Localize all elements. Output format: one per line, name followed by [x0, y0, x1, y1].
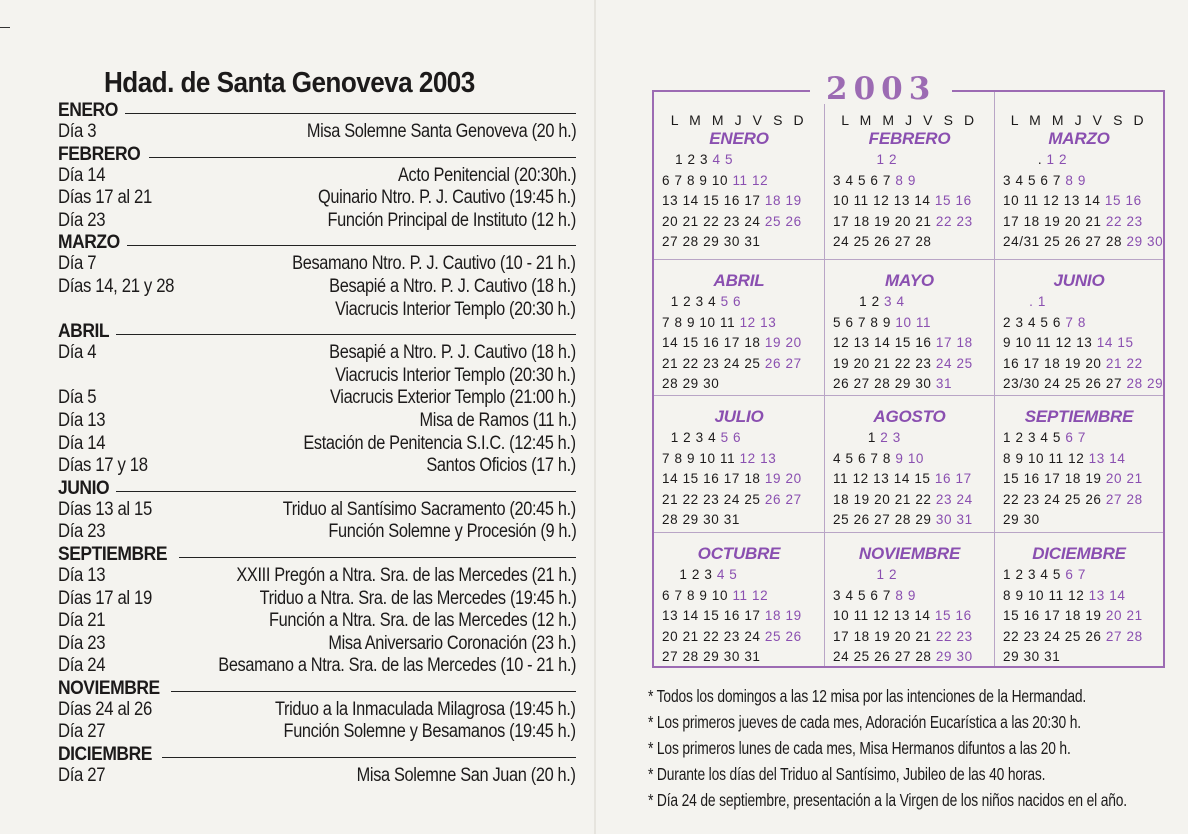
- calendar-month-title: FEBRERO: [868, 129, 951, 148]
- event-date: Día 5: [58, 387, 97, 409]
- calendar-week: 1 2 3 4 5: [675, 152, 734, 167]
- calendar-week: 16 17 18 19 20 21 22: [1003, 355, 1143, 371]
- calendar-month-title: JULIO: [714, 407, 764, 426]
- calendar-month-title: OCTUBRE: [697, 544, 781, 563]
- event-month-name: ABRIL: [58, 321, 110, 343]
- event-text: Viacrucis Interior Templo (20:30 h.): [335, 298, 576, 320]
- calendar-week: 27 28 29 30 31: [662, 234, 761, 249]
- calendar-week: . 1 2: [1037, 152, 1068, 167]
- events-list: [58, 100, 576, 788]
- event-text: Misa Solemne Santa Genoveva (20 h.): [306, 121, 576, 142]
- event-month-name: FEBRERO: [58, 143, 141, 165]
- event-text: Función Solemne y Procesión (9 h.): [327, 521, 576, 543]
- calendar-grid: [652, 90, 1165, 668]
- calendar-week: 1 2: [876, 567, 898, 582]
- calendar-week: 7 8 9 10 11 12 13: [662, 314, 777, 330]
- calendar-week: 2 3 4 5 6 7 8: [1003, 314, 1086, 330]
- calendar-week: 19 20 21 22 23 24 25: [833, 355, 973, 371]
- event-date: Día 7: [58, 253, 97, 275]
- calendar-week: 5 6 7 8 9 10 11: [833, 314, 932, 330]
- note-line: * Los primeros jueves de cada mes, Adoración Eucarística a las 20:30 h.: [648, 712, 1081, 732]
- events-title: Hdad. de Santa Genoveva 2003: [104, 67, 475, 99]
- month-rule: [116, 491, 576, 492]
- event-row: [58, 387, 576, 410]
- event-month-name: JUNIO: [58, 477, 110, 499]
- event-row: [58, 610, 576, 633]
- calendar-month-mayo: [825, 260, 995, 396]
- calendar-week: 20 21 22 23 24 25 26: [662, 213, 802, 229]
- calendar-month-julio: [654, 396, 825, 533]
- event-text: Viacrucis Exterior Templo (21:00 h.): [330, 387, 576, 409]
- event-row: [58, 410, 576, 433]
- event-text: Acto Penitencial (20:30h.): [397, 164, 576, 186]
- calendar-month-title: MARZO: [1048, 129, 1110, 148]
- calendar-week: 26 27 28 29 30 31: [833, 376, 953, 391]
- month-rule: [125, 113, 576, 114]
- calendar-month-title: MAYO: [885, 271, 934, 290]
- event-row: [58, 433, 576, 456]
- calendar-week: 21 22 23 24 25 26 27: [662, 355, 802, 371]
- event-date: Días 13 al 15: [58, 498, 152, 520]
- calendar-week: 1 2 3 4: [859, 294, 905, 309]
- calendar-month-abril: [654, 260, 825, 396]
- event-row: [58, 499, 576, 522]
- calendar-week: 1 2: [876, 152, 898, 167]
- note-line: * Todos los domingos a las 12 misa por las intenciones de la Hermandad.: [648, 686, 1087, 706]
- event-month-header: [58, 744, 576, 765]
- month-rule: [149, 157, 576, 158]
- event-row: [58, 455, 576, 478]
- calendar-week: 12 13 14 15 16 17 18: [833, 335, 973, 350]
- calendar-week: 10 11 12 13 14 15 16: [833, 193, 972, 208]
- calendar-week: 1 2 3 4 5 6: [670, 294, 742, 309]
- calendar-week: 18 19 20 21 22 23 24: [833, 491, 973, 507]
- calendar-week: 29 30: [1003, 512, 1040, 527]
- calendar-week: 24 25 26 27 28: [833, 234, 932, 249]
- calendar-month-febrero: [825, 92, 995, 260]
- calendar-week: 3 4 5 6 7 8 9: [833, 587, 916, 603]
- calendar-week: 21 22 23 24 25 26 27: [662, 491, 802, 507]
- calendar-week: 27 28 29 30 31: [662, 649, 761, 664]
- event-date: Día 23: [58, 209, 106, 231]
- event-month-name: SEPTIEMBRE: [58, 543, 168, 565]
- event-text: Triduo a la Inmaculada Milagrosa (19:45 h.): [275, 698, 576, 720]
- calendar-week: 3 4 5 6 7 8 9: [833, 172, 916, 188]
- calendar-week: 22 23 24 25 26 27 28: [1003, 491, 1143, 507]
- calendar-month-agosto: [825, 396, 995, 533]
- event-month-header: [58, 100, 576, 121]
- month-rule: [116, 334, 576, 335]
- event-date: Día 14: [58, 164, 106, 186]
- calendar-week: 1 2 3: [867, 430, 901, 445]
- weekday-header: L M M J V S D: [841, 112, 978, 128]
- calendar-week: 20 21 22 23 24 25 26: [662, 628, 802, 644]
- calendar-week: 17 18 19 20 21 22 23: [833, 213, 973, 229]
- calendar-month-title: NOVIEMBRE: [858, 544, 961, 563]
- calendar-week: 4 5 6 7 8 9 10: [833, 450, 925, 466]
- calendar-month-marzo: [995, 92, 1163, 260]
- event-row: [58, 365, 576, 388]
- note-line: * Día 24 de septiembre, presentación a la Virgen de los niños nacidos en el año.: [648, 790, 1127, 810]
- calendar-week: 11 12 13 14 15 16 17: [833, 471, 972, 486]
- event-date: Días 17 y 18: [58, 455, 148, 477]
- calendar-week: 28 29 30: [662, 376, 720, 391]
- event-text: Misa Aniversario Coronación (23 h.): [328, 632, 576, 654]
- calendar-week: 22 23 24 25 26 27 28: [1003, 628, 1143, 644]
- event-month-name: DICIEMBRE: [58, 744, 152, 766]
- event-date: Días 17 al 19: [58, 587, 152, 609]
- event-date: Día 13: [58, 409, 106, 431]
- event-date: Día 27: [58, 721, 106, 743]
- calendar-week: 14 15 16 17 18 19 20: [662, 471, 802, 486]
- calendar-month-title: ABRIL: [713, 271, 765, 290]
- event-row: [58, 655, 576, 678]
- calendar-week: 1 2 3 4 5 6 7: [1003, 430, 1086, 445]
- event-row: [58, 276, 576, 299]
- event-text: XXIII Pregón a Ntra. Sra. de las Mercedes (21 h.): [235, 564, 576, 586]
- event-date: Días 24 al 26: [58, 698, 152, 720]
- event-row: [58, 187, 576, 210]
- event-text: Función a Ntra. Sra. de las Mercedes (12 h.): [268, 610, 576, 632]
- page-edge-mark: [0, 27, 10, 28]
- event-row: [58, 521, 576, 544]
- calendar-week: 8 9 10 11 12 13 14: [1003, 450, 1126, 466]
- weekday-header: L M M J V S D: [1010, 112, 1148, 128]
- calendar-month-diciembre: [995, 533, 1163, 666]
- event-text: Besamano a Ntra. Sra. de las Mercedes (10 - 21 h.): [218, 655, 576, 677]
- event-month-header: [58, 678, 576, 699]
- calendar-week: 17 18 19 20 21 22 23: [833, 628, 973, 644]
- event-row: [58, 253, 576, 276]
- calendar-week: 3 4 5 6 7 8 9: [1003, 172, 1086, 188]
- calendar-month-enero: [654, 92, 825, 260]
- calendar-month-junio: [995, 260, 1163, 396]
- calendar-week: 29 30 31: [1003, 649, 1061, 664]
- event-month-name: NOVIEMBRE: [58, 677, 160, 699]
- event-text: Estación de Penitencia S.I.C. (12:45 h.): [303, 432, 576, 454]
- event-date: Día 21: [58, 610, 106, 632]
- event-row: [58, 121, 576, 144]
- calendar-month-title: DICIEMBRE: [1032, 544, 1126, 563]
- month-rule: [162, 757, 576, 758]
- month-rule: [179, 557, 576, 558]
- calendar-month-noviembre: [825, 533, 995, 666]
- calendar-month-title: SEPTIEMBRE: [1024, 407, 1134, 426]
- note-line: * Los primeros lunes de cada mes, Misa Hermanos difuntos a las 20 h.: [648, 738, 1071, 758]
- calendar-week: 14 15 16 17 18 19 20: [662, 335, 802, 350]
- calendar-week: 1 2 3 4 5: [679, 567, 738, 582]
- event-date: Día 24: [58, 655, 106, 677]
- calendar-week: 13 14 15 16 17 18 19: [662, 193, 802, 208]
- event-row: [58, 165, 576, 188]
- weekday-header: L M M J V S D: [670, 112, 808, 128]
- event-date: Día 23: [58, 521, 106, 543]
- calendar-week: 1 2 3 4 5 6: [670, 430, 742, 445]
- event-date: Día 3: [58, 121, 97, 142]
- event-text: Besamano Ntro. P. J. Cautivo (10 - 21 h.): [292, 253, 576, 275]
- calendar-week: 17 18 19 20 21 22 23: [1003, 213, 1143, 229]
- calendar-month-title: JUNIO: [1053, 271, 1105, 290]
- event-text: Triduo al Santísimo Sacramento (20:45 h.): [282, 498, 576, 520]
- calendar-week: 24 25 26 27 28 29 30: [833, 649, 973, 664]
- event-month-header: [58, 544, 576, 565]
- event-text: Besapié a Ntro. P. J. Cautivo (18 h.): [329, 342, 576, 364]
- event-row: [58, 210, 576, 233]
- month-rule: [171, 691, 576, 692]
- event-month-header: [58, 232, 576, 253]
- event-text: Función Solemne y Besamanos (19:45 h.): [283, 721, 576, 743]
- calendar-week: 25 26 27 28 29 30 31: [833, 512, 973, 527]
- event-month-header: [58, 478, 576, 499]
- calendar-week: 28 29 30 31: [662, 512, 740, 527]
- calendar-year: 2003: [810, 74, 952, 104]
- event-text: Misa de Ramos (11 h.): [419, 409, 576, 431]
- calendar-week: 15 16 17 18 19 20 21: [1003, 471, 1143, 486]
- event-row: [58, 633, 576, 656]
- event-text: Viacrucis Interior Templo (20:30 h.): [335, 364, 576, 386]
- event-row: [58, 699, 576, 722]
- calendar-week: 15 16 17 18 19 20 21: [1003, 608, 1143, 623]
- event-text: Besapié a Ntro. P. J. Cautivo (18 h.): [329, 275, 576, 297]
- month-rule: [127, 245, 576, 246]
- event-month-header: [58, 321, 576, 342]
- notes-list: [648, 683, 1168, 813]
- fold-line: [594, 0, 596, 834]
- event-text: Santos Oficios (17 h.): [426, 455, 576, 477]
- event-text: Quinario Ntro. P. J. Cautivo (19:45 h.): [318, 187, 576, 209]
- calendar-week: 13 14 15 16 17 18 19: [662, 608, 802, 623]
- event-row: [58, 721, 576, 744]
- calendar-week: . 1: [1029, 294, 1046, 309]
- calendar-month-title: AGOSTO: [873, 407, 946, 426]
- event-date: Día 23: [58, 632, 106, 654]
- event-month-name: MARZO: [58, 232, 120, 254]
- calendar-week: 10 11 12 13 14 15 16: [833, 608, 972, 623]
- calendar-week: 6 7 8 9 10 11 12: [662, 587, 769, 603]
- event-row: [58, 765, 576, 788]
- event-month-header: [58, 144, 576, 165]
- events-panel: [58, 66, 576, 788]
- calendar-week: 6 7 8 9 10 11 12: [662, 172, 769, 188]
- calendar-week: 7 8 9 10 11 12 13: [662, 450, 777, 466]
- event-text: Función Principal de Instituto (12 h.): [327, 209, 576, 231]
- calendar-week: 8 9 10 11 12 13 14: [1003, 587, 1126, 603]
- event-date: Día 14: [58, 432, 106, 454]
- event-row: [58, 299, 576, 322]
- calendar-week: 23/30 24 25 26 27 28 29: [1003, 376, 1164, 391]
- calendar-week: 24/31 25 26 27 28 29 30: [1003, 234, 1164, 249]
- calendar-month-octubre: [654, 533, 825, 666]
- event-row: [58, 342, 576, 365]
- event-date: Días 14, 21 y 28: [58, 275, 175, 297]
- event-text: Misa Solemne San Juan (20 h.): [357, 765, 576, 787]
- event-text: Triduo a Ntra. Sra. de las Mercedes (19:45 h.): [259, 587, 576, 609]
- event-row: [58, 565, 576, 588]
- calendar-month-title: ENERO: [709, 129, 769, 148]
- calendar-week: 9 10 11 12 13 14 15: [1003, 335, 1134, 350]
- event-date: Día 27: [58, 765, 106, 787]
- event-date: Días 17 al 21: [58, 187, 152, 209]
- calendar-week: 1 2 3 4 5 6 7: [1003, 567, 1086, 582]
- calendar-month-septiembre: [995, 396, 1163, 533]
- note-line: * Durante los días del Triduo al Santísimo, Jubileo de las 40 horas.: [648, 764, 1046, 784]
- event-date: Día 13: [58, 564, 106, 586]
- event-month-name: ENERO: [58, 100, 118, 121]
- calendar-week: 10 11 12 13 14 15 16: [1003, 193, 1142, 208]
- event-date: Día 4: [58, 342, 97, 364]
- event-row: [58, 588, 576, 611]
